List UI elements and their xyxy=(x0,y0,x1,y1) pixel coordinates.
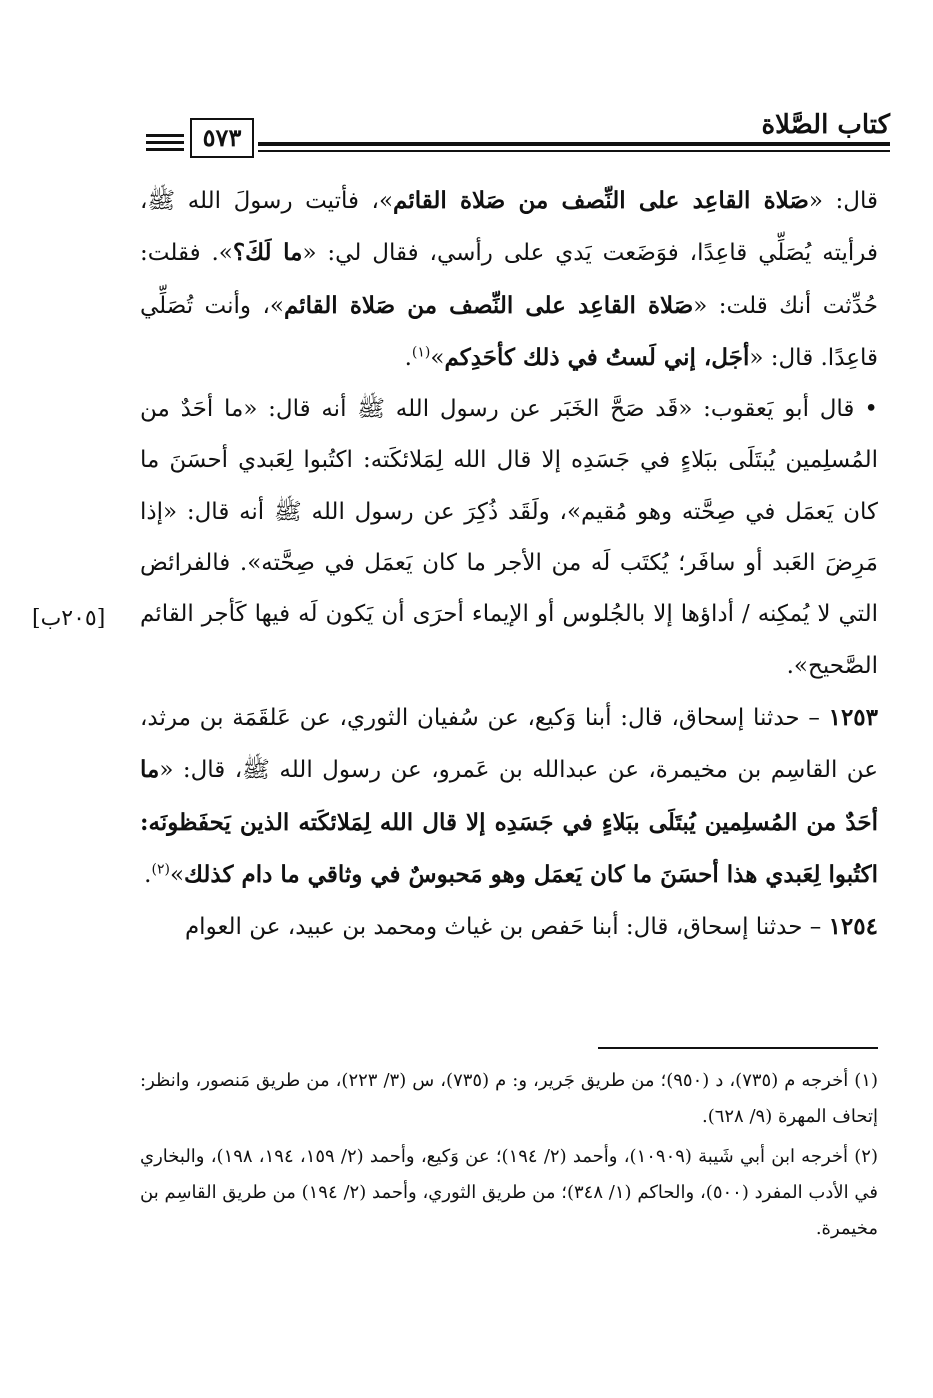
text-segment: » xyxy=(430,344,445,371)
text-segment: »، فأتيت رسولَ الله ﷺ، فرأيته يُصَلِّي قاعِدًا، فوَضَعت يَدي على رأسي، فقال لي: « xyxy=(140,188,878,267)
bullet-icon: • xyxy=(864,396,878,423)
hadith-quote: ما لَكَ؟ xyxy=(232,239,303,267)
book-title: كتاب الصَّلاة xyxy=(761,110,890,140)
text-segment: قال أبو يَعقوب: «قَد صَحَّ الخَبَر عن رسول الله ﷺ أنه قال: «ما أحَدٌ من المُسلِمين يُبتَلَى ببَلاءٍ في جَسَدِه إلا قال الله لِمَلائكَته: اكتُبوا لِعَبدي أحسَنَ ما كان يَعمَل في صِحَّته وهو مُقيم»، ولَقَد ذُكِرَ عن رسول الله ﷺ أنه قال: «إذا مَرِضَ العَبد أو سافَر؛ يُكتَب لَه من الأجر ما كان يَعمَل في صِحَّته». فالفرائض التي لا يُمكِنه / أداؤها إلا بالجُلوس أو الإيماء أحرَى أن يَكون لَه فيها كَأجر القائم الصَّحيح». xyxy=(140,396,878,679)
footnote-ref-2: (٢) xyxy=(151,861,170,878)
hadith-quote: صَلاة القاعِد على النِّصف من صَلاة القائم xyxy=(283,291,694,319)
text-segment: ». فقلت: حُدِّثت أنك قلت: « xyxy=(140,240,879,319)
header-short-rule-3 xyxy=(146,148,184,151)
text-segment: » xyxy=(169,861,185,888)
hadith-number: ١٢٥٣ xyxy=(828,703,879,731)
paragraph-3 xyxy=(140,692,878,901)
header-rule-thin xyxy=(258,150,890,152)
hadith-quote: أجَل، إني لَستُ في ذلك كأحَدِكم xyxy=(444,343,750,371)
text-segment: . xyxy=(144,861,152,888)
hadith-quote: صَلاة القاعِد على النِّصف من صَلاة القائم xyxy=(393,187,809,214)
hadith-quote: ما أحَدٌ من المُسلِمين يُبتَلَى ببَلاءٍ في جَسَدِه إلا قال الله لِمَلائكَته الذين يَحفَظونَه: اكتُبوا لِعَبدي هذا أحسَنَ ما كان يَعمَل وهو مَحبوسٌ في وثاقي ما دام كذلك xyxy=(140,756,878,888)
paragraph-4 xyxy=(140,901,878,953)
text-segment: – حدثنا إسحاق، قال: أبنا حَفص بن غياث ومحمد بن عبيد، عن العوام xyxy=(184,914,822,941)
margin-folio-note: [٢٠٥ب] xyxy=(32,606,106,631)
main-text xyxy=(140,175,878,953)
footnotes xyxy=(140,1063,878,1251)
text-segment: قال: « xyxy=(808,188,878,214)
hadith-number: ١٢٥٤ xyxy=(828,913,878,941)
paragraph-2 xyxy=(140,384,878,692)
page-number: ٥٧٣ xyxy=(190,118,254,158)
header-short-rule-1 xyxy=(146,134,184,137)
paragraph-1 xyxy=(140,175,878,384)
footnote-1: (١) أخرجه م (٧٣٥)، د (٩٥٠)؛ من طريق جَرير، و: م (٧٣٥)، س (٣/ ٢٢٣)، من طريق مَنصور، وانظر: إتحاف المهرة (٩/ ٦٢٨). xyxy=(140,1070,878,1127)
header-short-rule-2 xyxy=(146,141,184,144)
header-rule-thick xyxy=(258,142,890,146)
text-segment: – حدثنا إسحاق، قال: أبنا وَكيع، عن سُفيان الثوري، عن عَلقَمَة بن مرثد، عن القاسِم بن مخيمرة، عن عبدالله بن عَمرو، عن رسول الله ﷺ، قال: « xyxy=(140,704,878,784)
footnote-separator xyxy=(598,1047,878,1049)
footnote-ref-1: (١) xyxy=(411,344,431,361)
footnote-2: (٢) أخرجه ابن أبي شَيبة (١٠٩٠٩)، وأحمد (٢/ ١٩٤)؛ عن وَكيع، وأحمد (٢/ ١٥٩، ١٩٤، ١٩٨)، والبخاري في الأدب المفرد (٥٠٠)، والحاكم (١/ ٣٤٨)؛ من طريق الثوري، وأحمد (٢/ ١٩٤) من طريق القاسِم بن مخيمرة. xyxy=(140,1146,878,1239)
page-header xyxy=(140,108,890,158)
text-segment: »، وأنت تُصَلِّي قاعِدًا. قال: « xyxy=(140,292,878,371)
text-segment: . xyxy=(404,344,412,371)
